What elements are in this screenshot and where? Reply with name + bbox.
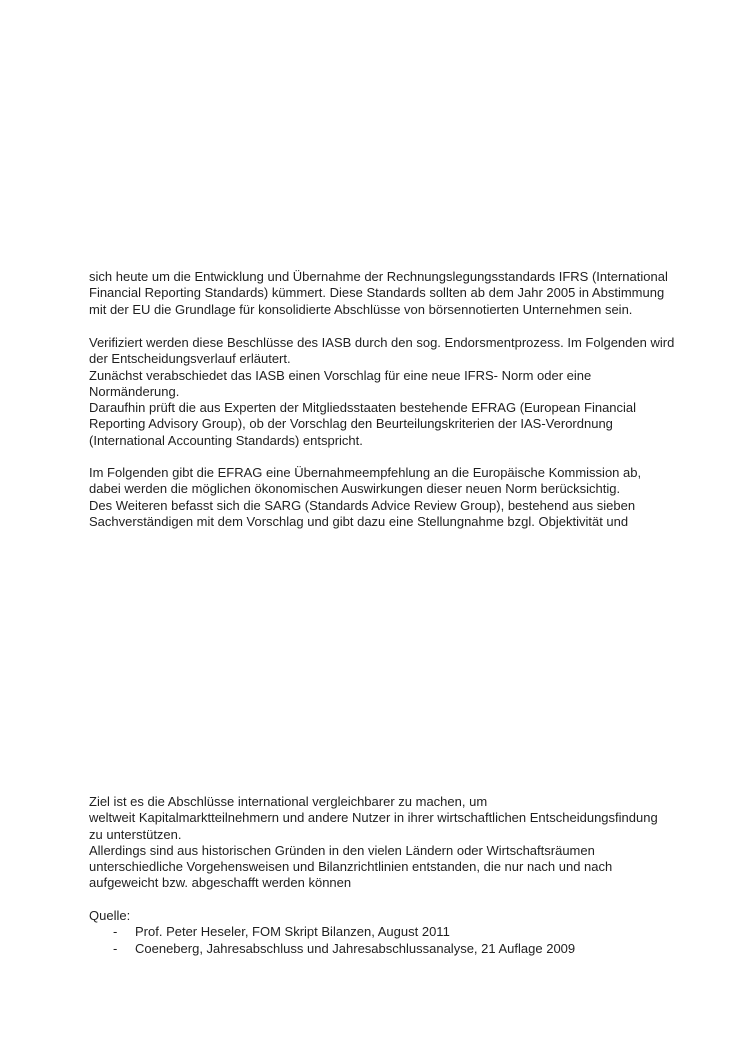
text-line: Des Weiteren befasst sich die SARG (Standards Advice Review Group), bestehend aus sieben [89,497,636,513]
text-line: mit der EU die Grundlage für konsolidierte Abschlüsse von börsennotierten Unternehmen sein. [89,301,633,317]
sources-list [89,924,669,958]
text-line [89,645,669,661]
text-line [89,531,669,547]
text-line [89,727,669,743]
text-line [89,710,669,726]
text-line [89,580,669,596]
intro-paragraph [89,140,669,156]
text-line: Financial Reporting Standards) kümmert. Diese Standards sollten ab dem Jahr 2005 in Abstimmung [89,285,665,301]
effect-paragraph [89,760,669,793]
source-item [89,941,669,958]
text-line [89,596,669,612]
text-line: unterschiedliche Vorgehensweisen und Bilanzrichtlinien entstanden, die nur nach und nach [89,859,613,875]
text-line: Zunächst verabschiedet das IASB einen Vorschlag für eine neue IFRS- Norm oder eine [89,367,592,383]
heading-line [89,93,669,109]
text-line [89,205,669,221]
text-line [89,547,669,563]
source-text: Prof. Peter Heseler, FOM Skript Bilanzen, August 2011 [135,924,450,939]
text-line: sich heute um die Entwicklung und Übernahme der Rechnungslegungsstandards IFRS (International [89,269,668,284]
source-item [89,924,669,941]
text-line: weltweit Kapitalmarktteilnehmern und andere Nutzer in ihrer wirtschaftlichen Entscheidungsfindung [89,810,658,826]
conclusion-paragraph [89,794,669,892]
heading-line [89,109,669,125]
text-line: Daraufhin prüft die aus Experten der Mitgliedsstaaten bestehende EFRAG (European Financial [89,400,637,416]
text-line: (International Accounting Standards) entspricht. [89,432,363,448]
procedure-end-paragraph [89,694,669,743]
text-line [89,237,669,253]
text-line: aufgeweicht bzw. abgeschafft werden können [89,875,352,891]
text-line [89,172,669,188]
history-paragraph [89,172,669,270]
sources-label [89,908,669,924]
text-line [89,253,669,269]
source-text: Coeneberg, Jahresabschluss und Jahresabschlussanalyse, 21 Auflage 2009 [135,941,576,956]
text-line: Ziel ist es die Abschlüsse international vergleichbarer zu machen, um [89,794,488,809]
text-line [89,629,669,645]
bullet-dash: - [113,924,118,939]
text-line [89,613,669,629]
efrag-paragraph-blurred [89,531,669,564]
text-line: dabei werden die möglichen ökonomischen Auswirkungen dieser neuen Norm berücksichtig. [89,481,621,497]
text-line: Allerdings sind aus historischen Gründen in den vielen Ländern oder Wirtschaftsräumen [89,842,595,858]
bullet-dash: - [113,941,118,956]
text-line [89,694,669,710]
text-line: Normänderung. [89,383,180,399]
text-line [89,140,669,156]
efrag-paragraph [89,465,669,530]
sources-heading: Quelle: [89,908,131,923]
text-line: Sachverständigen mit dem Vorschlag und gibt dazu eine Stellungnahme bzgl. Objektivität und [89,513,629,529]
text-line: der Entscheidungsverlauf erläutert. [89,351,291,367]
text-line: zu unterstützen. [89,826,182,842]
text-line: Im Folgenden gibt die EFRAG eine Übernahmeempfehlung an die Europäische Kommission ab, [89,465,642,480]
text-line [89,188,669,204]
text-line [89,221,669,237]
endorsement-paragraph [89,335,675,449]
text-line [89,776,669,792]
ifrs-paragraph [89,269,669,318]
text-line [89,760,669,776]
text-line [89,661,669,677]
section-heading [89,93,669,126]
text-line: Reporting Advisory Group), ob der Vorschlag den Beurteilungskriterien der IAS-Verordnung [89,416,613,432]
arc-paragraph [89,580,669,678]
text-line: Verifiziert werden diese Beschlüsse des IASB durch den sog. Endorsmentprozess. Im Folgenden wird [89,335,675,350]
